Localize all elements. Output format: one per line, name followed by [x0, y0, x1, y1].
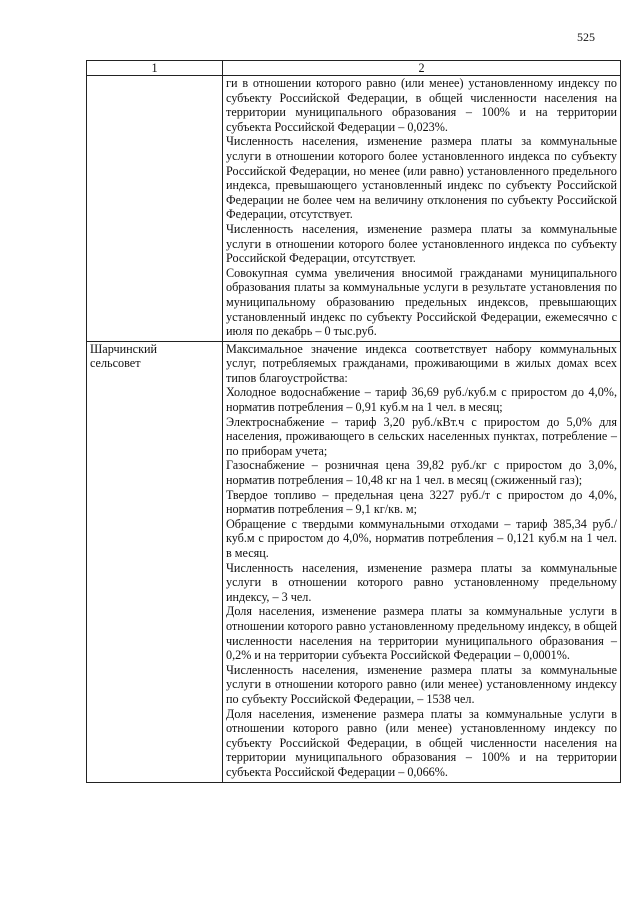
- municipality-type-line: сельсовет: [90, 356, 141, 371]
- municipality-name-line: Шарчинский: [90, 341, 158, 356]
- paragraph: Твердое топливо – предельная цена 3227 руб./т с приростом до 4,0%, норматив потребления – 9,1 кг/кв. м;: [226, 487, 617, 517]
- paragraph: Газоснабжение – розничная цена 39,82 руб./кг с приростом до 3,0%, норматив потребления – 10,48 кг на 1 чел. в месяц (сжиженный газ);: [226, 458, 617, 488]
- table-row: [87, 76, 621, 342]
- description-cell: [223, 76, 621, 342]
- municipality-name-cell: [87, 341, 223, 782]
- paragraph: Максимальное значение индекса соответствует набору коммунальных услуг, потребляемых гражданами, проживающими в жилых домах всех типов благоустройства:: [226, 341, 617, 385]
- table-row: [87, 341, 621, 782]
- municipality-name-cell: [87, 76, 223, 342]
- paragraph: Численность населения, изменение размера платы за коммунальные услуги в отношении которого равно (или менее) установленному индексу по субъекту Российской Федерации, – 1538 чел.: [226, 662, 617, 706]
- table-header-row: [87, 61, 621, 76]
- paragraph: ги в отношении которого равно (или менее) установленному индексу по субъекту Российской Федерации, в общей численности населения на территории муниципального образования – 100% и на территории субъекта Российской Федерации – 0,023%.: [226, 76, 617, 134]
- document-table: [86, 60, 621, 783]
- paragraph: Численность населения, изменение размера платы за коммунальные услуги в отношении которого равно установленному предельному индексу, – 3 чел.: [226, 560, 617, 604]
- paragraph: Совокупная сумма увеличения вносимой гражданами муниципального образования платы за коммунальные услуги в результате установления по муниципальному образованию предельных индексов, превышающих установленный индекс по субъекту Российской Федерации, ежемесячно с июля по декабрь – 0 тыс.руб.: [226, 265, 617, 339]
- paragraph: Доля населения, изменение размера платы за коммунальные услуги в отношении которого равно установленному предельному индексу, в общей численности населения на территории муниципального образования – 0,2% и на территории субъекта Российской Федерации – 0,0001%.: [226, 604, 617, 663]
- paragraph: Доля населения, изменение размера платы за коммунальные услуги в отношении которого равно (или менее) установленному индексу по субъекту Российской Федерации, в общей численности населения на территории муниципального образования – 100% и на территории субъекта Российской Федерации – 0,066%.: [226, 706, 617, 779]
- description-cell: [223, 341, 621, 782]
- paragraph: Электроснабжение – тариф 3,20 руб./кВт.ч с приростом до 5,0% для населения, проживающего в сельских населенных пунктах, потребление – по приборам учета;: [226, 414, 617, 458]
- paragraph: Обращение с твердыми коммунальными отходами – тариф 385,34 руб./куб.м с приростом до 4,0%, норматив потребления – 0,121 куб.м на 1 чел. в месяц.: [226, 516, 617, 560]
- column-header-1: 1: [87, 61, 223, 76]
- page-number: 525: [577, 30, 595, 44]
- column-header-2: 2: [223, 61, 621, 76]
- paragraph: Численность населения, изменение размера платы за коммунальные услуги в отношении которого более установленного индекса по субъекту Российской Федерации, но менее (или равно) установленного предельного индекса, превышающего установленный индекс по субъекту Российской Федерации не более чем на величину отклонения по субъекту Российской Федерации, отсутствует.: [226, 134, 617, 222]
- paragraph: Холодное водоснабжение – тариф 36,69 руб./куб.м с приростом до 4,0%, норматив потребления – 0,91 куб.м на 1 чел. в месяц;: [226, 385, 617, 415]
- paragraph: Численность населения, изменение размера платы за коммунальные услуги в отношении которого более установленного индекса по субъекту Российской Федерации, отсутствует.: [226, 221, 617, 266]
